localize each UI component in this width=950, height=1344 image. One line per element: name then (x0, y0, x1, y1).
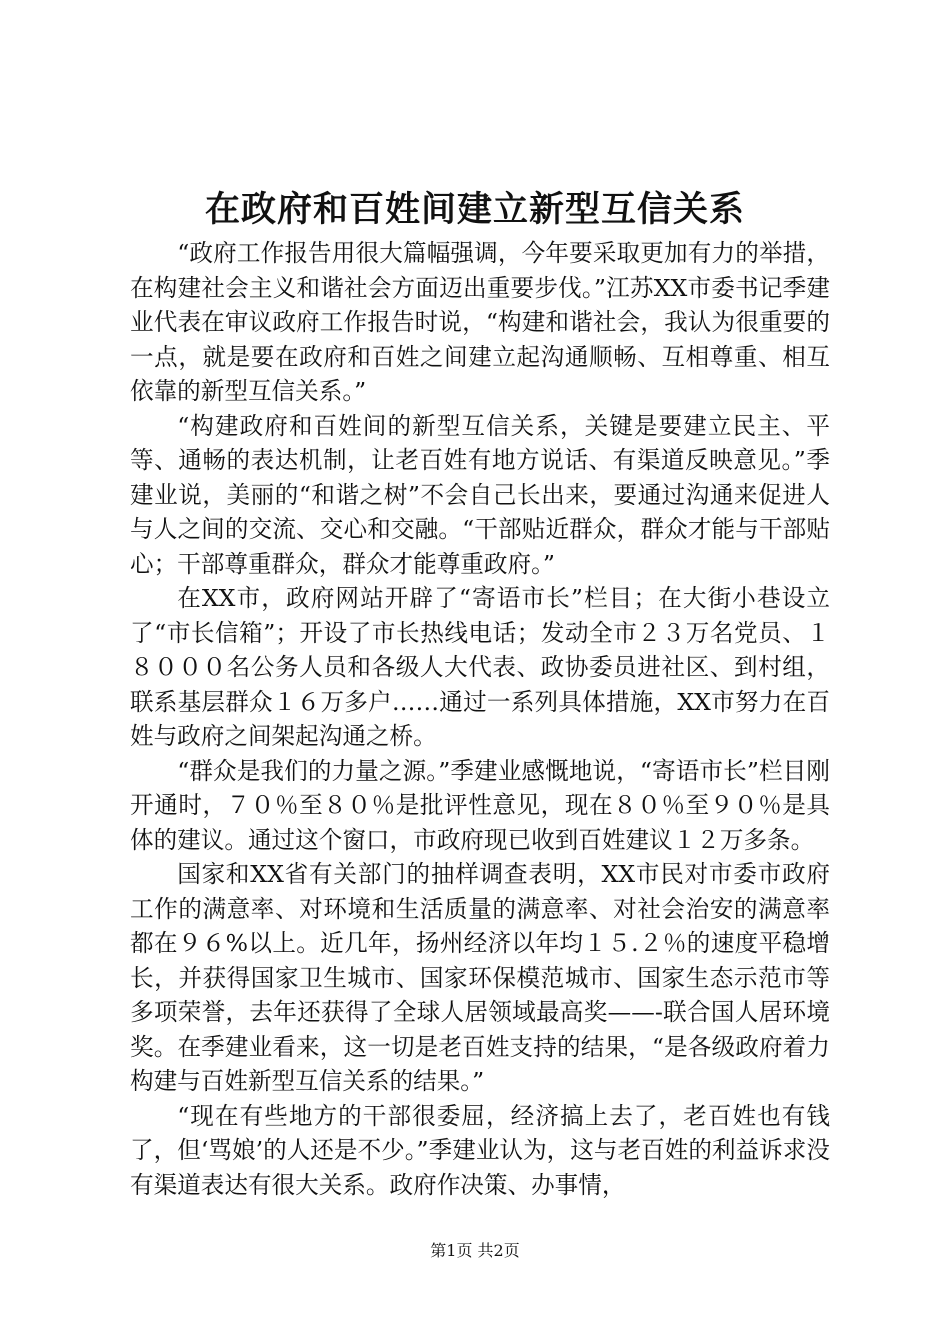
paragraph: “构建政府和百姓间的新型互信关系，关键是要建立民主、平等、通畅的表达机制，让老百姓有地方说话、有渠道反映意见。”季建业说，美丽的“和谐之树”不会自己长出来，要通过沟通来促进人与人之间的交流、交心和交融。“干部贴近群众，群众才能与干部贴心；干部尊重群众，群众才能尊重政府。” (130, 411, 830, 578)
document-body (130, 236, 830, 1202)
paragraph: 国家和XX省有关部门的抽样调查表明，XX市民对市委市政府工作的满意率、对环境和生活质量的满意率、对社会治安的满意率都在９６%以上。近几年，扬州经济以年均１５.２％的速度平稳增长，并获得国家卫生城市、国家环保模范城市、国家生态示范市等多项荣誉，去年还获得了全球人居领域最高奖——-联合国人居环境奖。在季建业看来，这一切是老百姓支持的结果，“是各级政府着力构建与百姓新型互信关系的结果。” (130, 860, 830, 1095)
document-title: 在政府和百姓间建立新型互信关系 (204, 189, 745, 230)
paragraph: “政府工作报告用很大篇幅强调，今年要采取更加有力的举措，在构建社会主义和谐社会方面迈出重要步伐。”江苏XX市委书记季建业代表在审议政府工作报告时说，“构建和谐社会，我认为很重要的一点，就是要在政府和百姓之间建立起沟通顺畅、互相尊重、相互依靠的新型互信关系。” (130, 239, 830, 405)
paragraph: 在XX市，政府网站开辟了“寄语市长”栏目；在大街小巷设立了“市长信箱”；开设了市长热线电话；发动全市２３万名党员、１８０００名公务人员和各级人大代表、政协委员进社区、到村组，联系基层群众１６万多户……通过一系列具体措施，XX市努力在百姓与政府之间架起沟通之桥。 (130, 584, 830, 750)
page-number-footer: 第1页 共2页 (430, 1241, 520, 1260)
paragraph: “现在有些地方的干部很委屈，经济搞上去了，老百姓也有钱了，但‘骂娘’的人还是不少。”季建业认为，这与老百姓的利益诉求没有渠道表达有很大关系。政府作决策、办事情， (130, 1101, 830, 1199)
paragraph: “群众是我们的力量之源。”季建业感慨地说，“寄语市长”栏目刚开通时，７０％至８０％是批评性意见，现在８０％至９０％是具体的建议。通过这个窗口，市政府现已收到百姓建议１２万多条。 (130, 756, 830, 854)
